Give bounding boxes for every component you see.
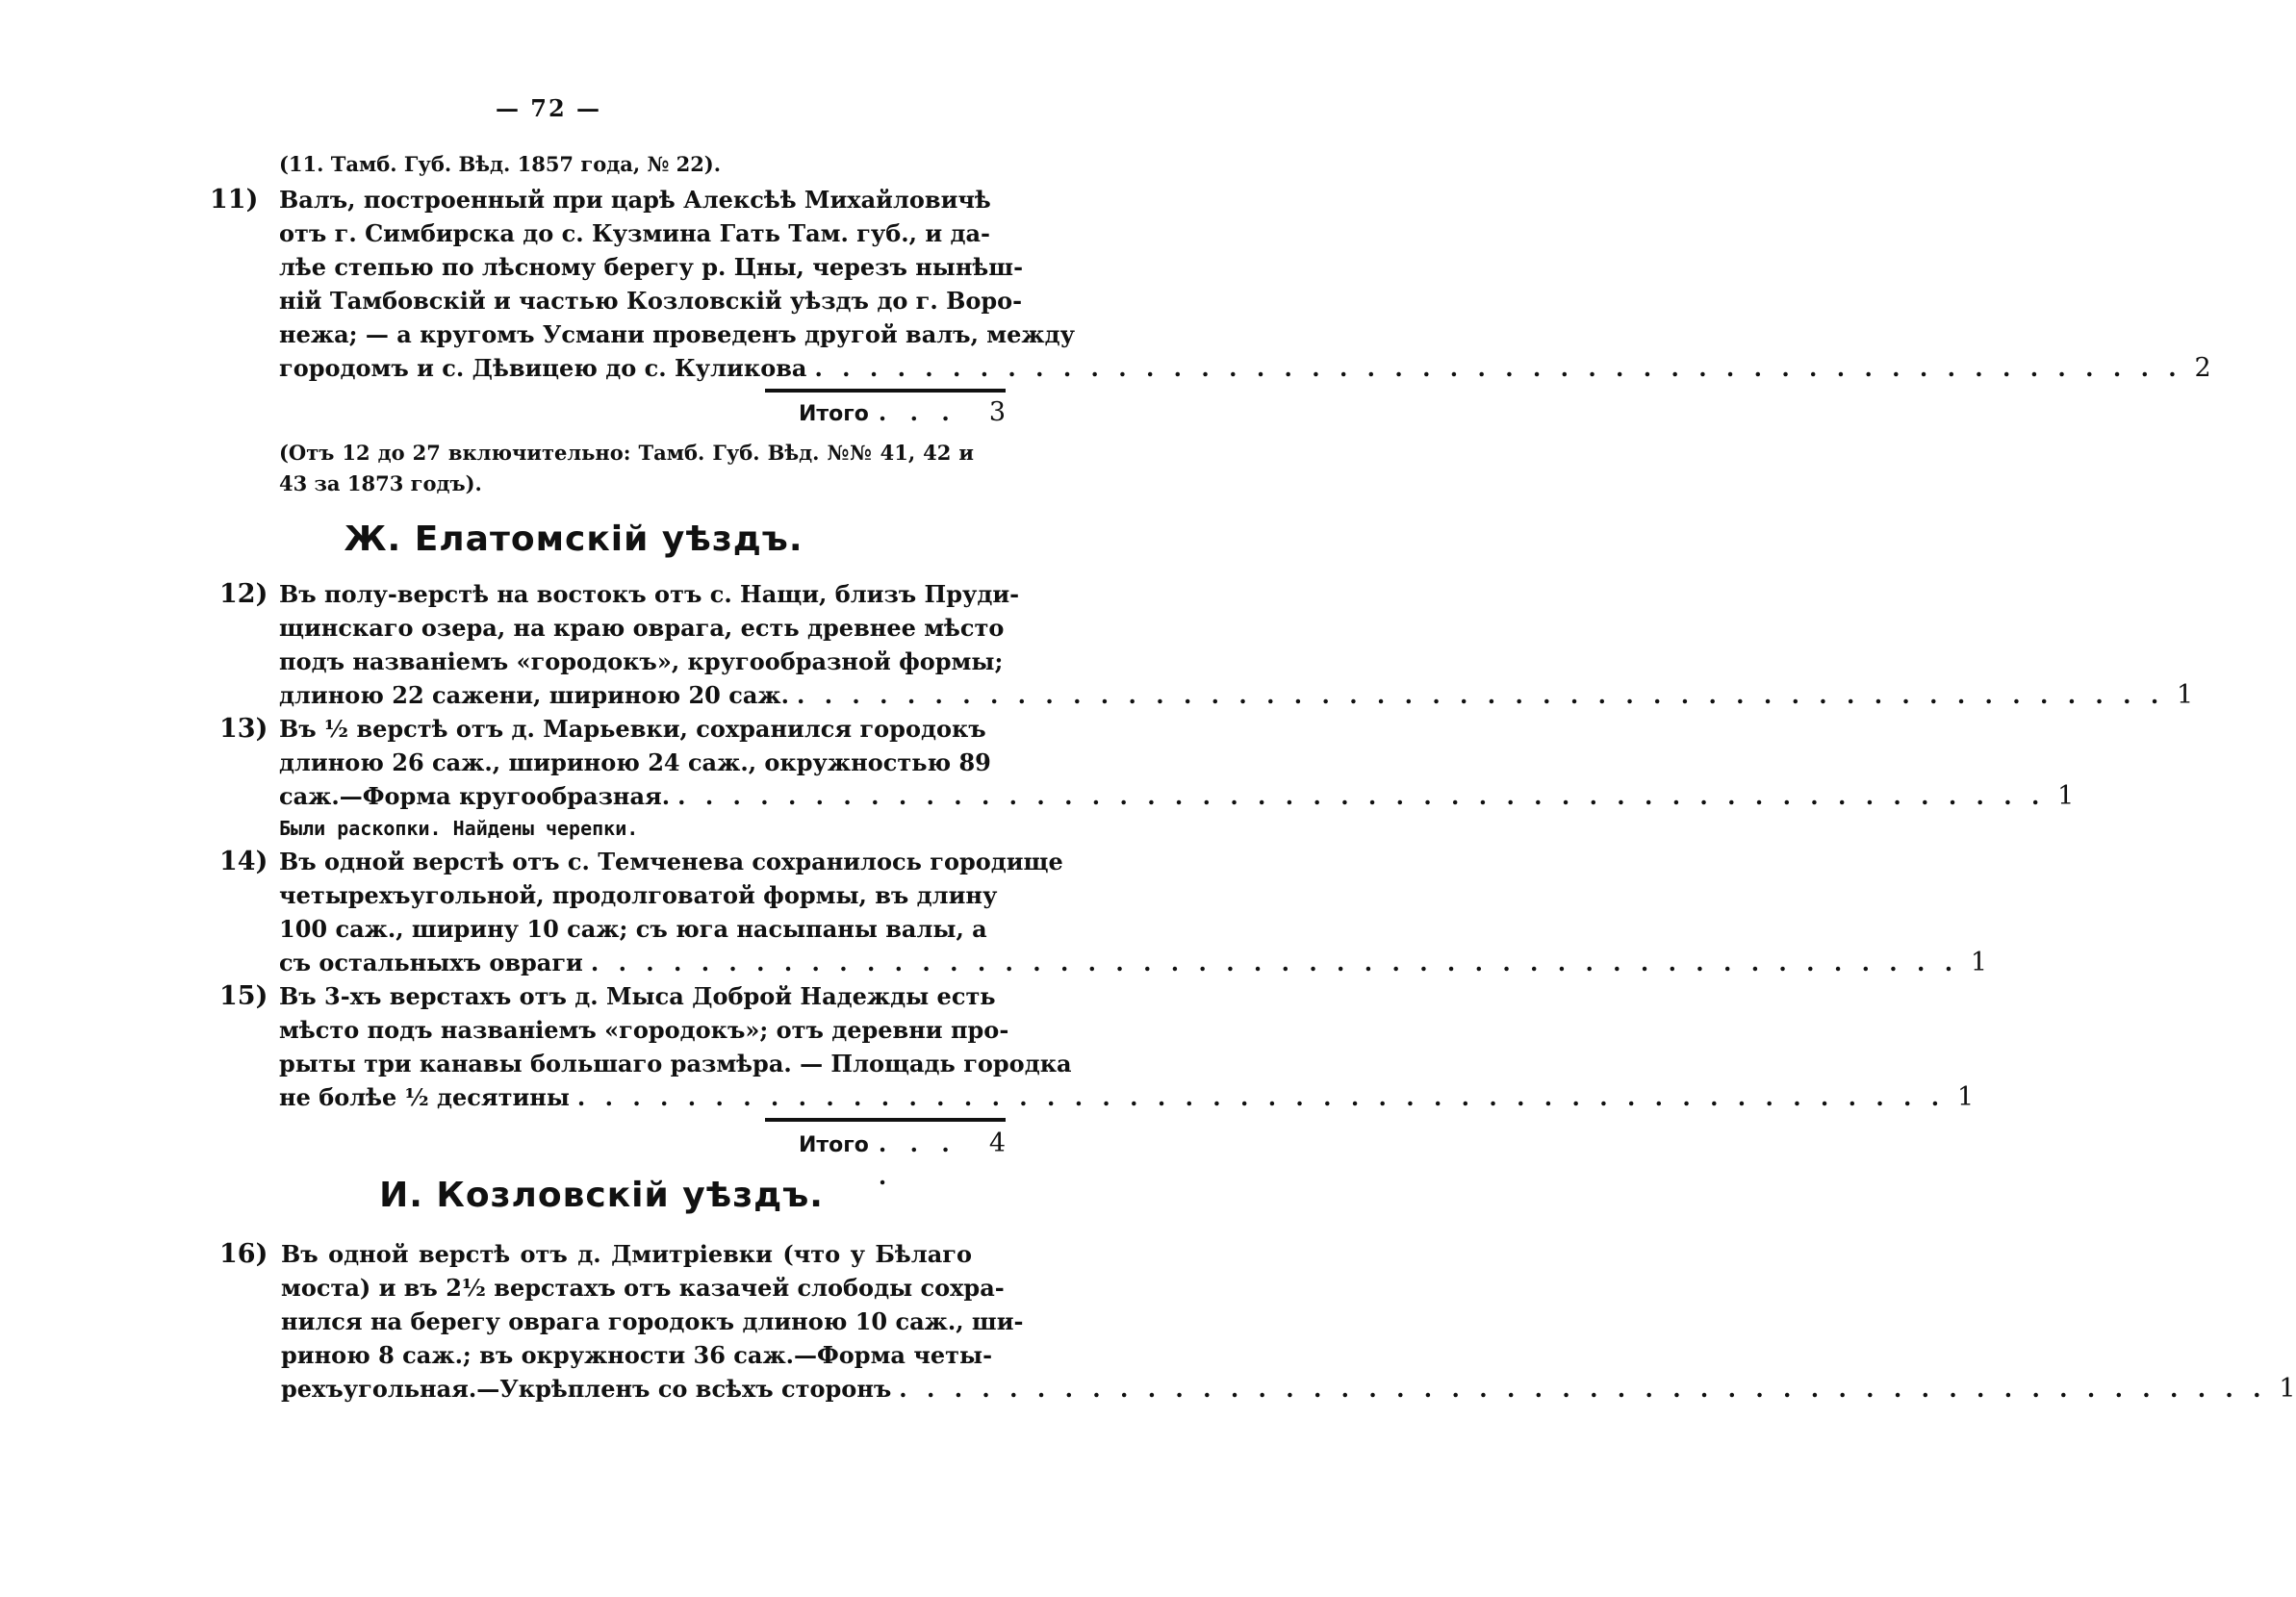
entry-14-number: 14) bbox=[219, 847, 268, 876]
entry-13-line-2: длиною 26 саж., шириною 24 саж., окружностью 89 bbox=[279, 748, 991, 776]
total-2-rule bbox=[765, 1118, 1006, 1122]
entry-14-last-text: съ остальныхъ овраги bbox=[279, 949, 583, 976]
source-note-2-line-1: (Отъ 12 до 27 включительно: Тамб. Губ. Вѣд. №№ 41, 42 и bbox=[279, 441, 974, 465]
total-1-rule bbox=[765, 389, 1006, 393]
entry-15-line-2: мѣсто подъ названіемъ «городокъ»; отъ деревни про- bbox=[279, 1016, 1009, 1044]
entry-13-line-1: Въ ½ верстѣ отъ д. Марьевки, сохранился городокъ bbox=[279, 715, 986, 743]
total-2-label: Итого bbox=[799, 1133, 869, 1157]
entry-11-count: 2 bbox=[2194, 353, 2211, 383]
entry-16-number: 16) bbox=[219, 1239, 268, 1269]
entry-13-note: Были раскопки. Найдены черепки. bbox=[279, 817, 639, 840]
entry-12-line-3: подъ названіемъ «городокъ», кругообразной формы; bbox=[279, 647, 1004, 675]
entry-14-last-line bbox=[279, 948, 1988, 978]
entry-12-last-line bbox=[279, 680, 2194, 711]
total-1-dots: . . . bbox=[878, 398, 957, 426]
entry-11-line-2: отъ г. Симбирска до с. Кузмина Гать Там. губ., и да- bbox=[279, 219, 990, 247]
source-note-2-line-2: 43 за 1873 годъ). bbox=[279, 471, 482, 495]
entry-16-line-4: риною 8 саж.; въ окружности 36 саж.—Форма четы- bbox=[281, 1341, 993, 1369]
entry-11-line-4: ній Тамбовскій и частью Козловскій уѣздъ до г. Воро- bbox=[279, 287, 1023, 315]
entry-13-number: 13) bbox=[219, 714, 268, 744]
entry-16-line-2: моста) и въ 2½ верстахъ отъ казачей слободы сохра- bbox=[281, 1274, 1005, 1302]
entry-14-count: 1 bbox=[1970, 948, 1988, 977]
total-2-dots: . . . . bbox=[878, 1129, 957, 1190]
entry-11-line-1: Валъ, построенный при царѣ Алексѣѣ Михайловичѣ bbox=[279, 186, 991, 214]
entry-11-leader bbox=[814, 353, 2181, 384]
section-i-heading: И. Козловскій уѣздъ. bbox=[379, 1176, 824, 1215]
entry-11-last-line bbox=[279, 353, 2211, 384]
entry-15-count: 1 bbox=[1956, 1082, 1975, 1112]
entry-11-line-5: нежа; — а кругомъ Усмани проведенъ другой валъ, между bbox=[279, 320, 1076, 348]
entry-13-last-line bbox=[279, 781, 2075, 812]
entry-12-leader bbox=[797, 680, 2164, 711]
entry-16-last-line bbox=[281, 1374, 2296, 1405]
entry-15-line-3: рыты три канавы большаго размѣра. — Площадь городка bbox=[279, 1050, 1072, 1077]
entry-15-leader bbox=[577, 1082, 1945, 1113]
entry-15-line-1: Въ 3-хъ верстахъ отъ д. Мыса Доброй Надежды есть bbox=[279, 982, 996, 1010]
section-zh-heading: Ж. Елатомскій уѣздъ. bbox=[344, 520, 804, 559]
entry-12-line-1: Въ полу-верстѣ на востокъ отъ с. Нащи, близъ Пруди- bbox=[279, 580, 1020, 608]
entry-13-count: 1 bbox=[2057, 781, 2075, 811]
entry-16-count: 1 bbox=[2279, 1374, 2296, 1404]
entry-14-line-2: четырехъугольной, продолговатой формы, въ длину bbox=[279, 881, 998, 909]
total-2-count: 4 bbox=[988, 1128, 1006, 1158]
entry-14-line-3: 100 саж., ширину 10 саж; съ юга насыпаны валы, а bbox=[279, 915, 987, 943]
entry-12-line-2: щинскаго озера, на краю оврага, есть древнее мѣсто bbox=[279, 614, 1005, 642]
entry-13-leader bbox=[677, 781, 2045, 812]
entry-16-leader bbox=[899, 1374, 2266, 1405]
entry-16-line-3: нился на берегу оврага городокъ длиною 10 саж., ши- bbox=[281, 1307, 1024, 1335]
entry-14-leader bbox=[591, 948, 1958, 978]
entry-15-number: 15) bbox=[219, 981, 268, 1011]
entry-15-last-line bbox=[279, 1082, 1975, 1113]
total-1-row bbox=[760, 396, 1006, 429]
entry-13-last-text: саж.—Форма кругообразная. bbox=[279, 782, 671, 810]
entry-16-line-1: Въ одной верстѣ отъ д. Дмитріевки (что у Бѣлаго bbox=[281, 1240, 972, 1268]
entry-11-line-3: лѣе степью по лѣсному берегу р. Цны, черезъ нынѣш- bbox=[279, 253, 1024, 281]
page-number: — 72 — bbox=[495, 94, 602, 122]
entry-12-number: 12) bbox=[219, 579, 268, 609]
entry-14-line-1: Въ одной верстѣ отъ с. Темченева сохранилось городище bbox=[279, 848, 1063, 875]
entry-16-last-text: рехъугольная.—Укрѣпленъ со всѣхъ сторонъ bbox=[281, 1375, 892, 1403]
entry-11-number: 11) bbox=[210, 185, 259, 215]
total-1-count: 3 bbox=[988, 397, 1006, 427]
total-1-label: Итого bbox=[799, 402, 869, 426]
entry-12-count: 1 bbox=[2177, 680, 2194, 710]
entry-12-last-text: длиною 22 сажени, шириною 20 саж. bbox=[279, 681, 789, 709]
total-2-row bbox=[760, 1128, 1006, 1190]
source-note-1: (11. Тамб. Губ. Вѣд. 1857 года, № 22). bbox=[279, 152, 722, 176]
entry-11-last-text: городомъ и с. Дѣвицею до с. Куликова bbox=[279, 354, 807, 382]
entry-15-last-text: не болѣе ½ десятины bbox=[279, 1083, 570, 1111]
